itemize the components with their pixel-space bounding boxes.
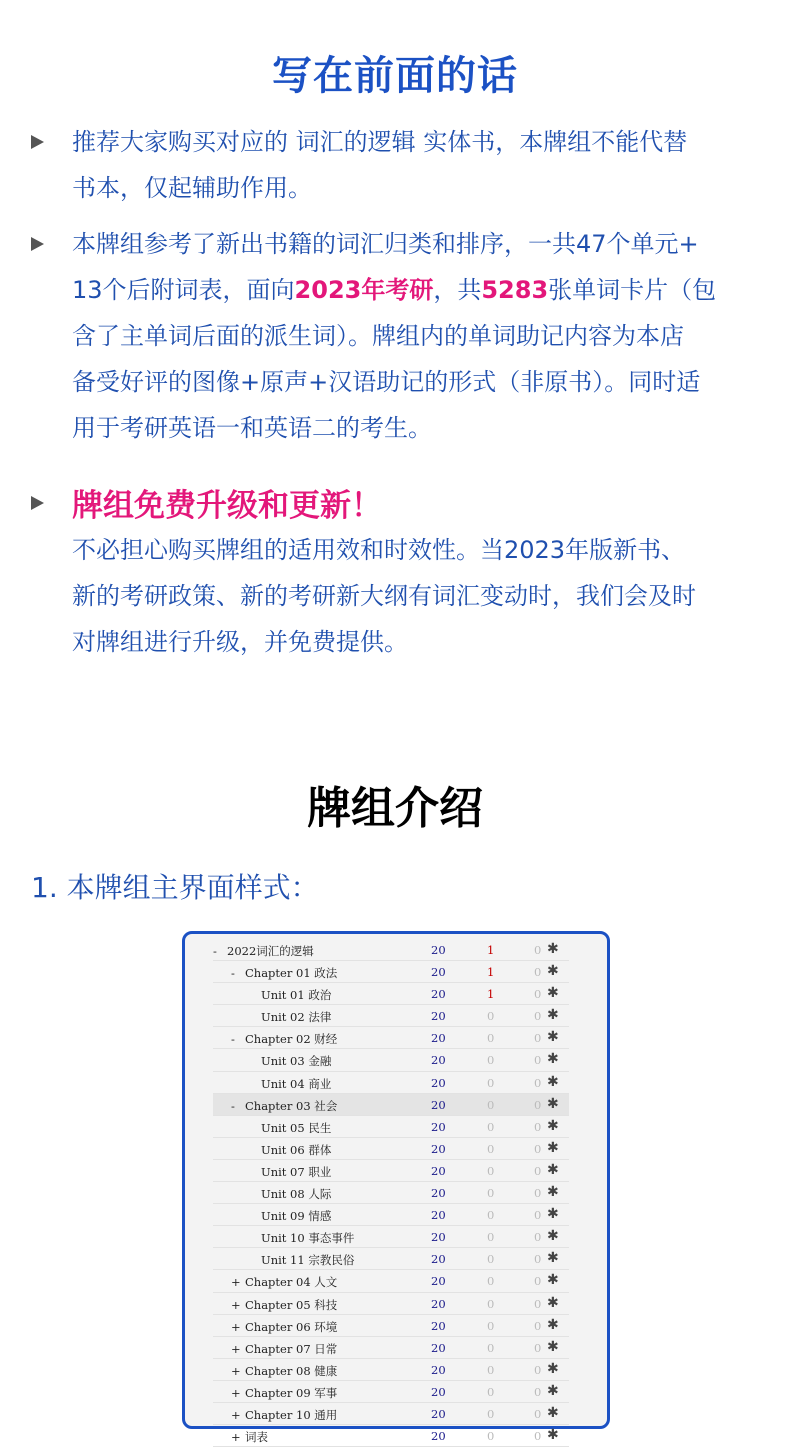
deck-row[interactable] xyxy=(213,1425,569,1447)
expand-toggle[interactable]: + xyxy=(231,1319,241,1334)
bullet-triangle-icon xyxy=(31,496,44,510)
highlight-text: 5283 xyxy=(481,276,549,304)
deck-row[interactable] xyxy=(213,1403,569,1425)
learn-count: 0 xyxy=(487,1031,495,1046)
gear-icon[interactable]: ✱ xyxy=(547,1007,559,1024)
due-count: 0 xyxy=(534,987,542,1002)
deck-name[interactable] xyxy=(261,1230,354,1246)
new-count: 20 xyxy=(431,1053,446,1068)
learn-count: 0 xyxy=(487,1340,495,1355)
deck-name[interactable] xyxy=(231,1319,337,1335)
gear-icon[interactable]: ✱ xyxy=(547,1161,559,1178)
deck-row[interactable] xyxy=(213,961,569,983)
deck-name[interactable] xyxy=(231,1031,337,1047)
paragraph-text: 用于考研英语一和英语二的考生。 xyxy=(72,414,432,442)
bullet-triangle-icon xyxy=(31,237,44,251)
gear-icon[interactable]: ✱ xyxy=(547,1360,559,1377)
deck-name[interactable] xyxy=(261,1053,331,1069)
gear-icon[interactable]: ✱ xyxy=(547,1250,559,1267)
gear-icon[interactable]: ✱ xyxy=(547,1228,559,1245)
paragraph-line xyxy=(72,267,772,313)
paragraph-line xyxy=(72,359,772,405)
deck-row[interactable] xyxy=(213,939,569,961)
deck-row[interactable] xyxy=(213,1138,569,1160)
deck-label: Chapter 01 政法 xyxy=(245,966,338,981)
gear-icon[interactable]: ✱ xyxy=(547,1206,559,1223)
new-count: 20 xyxy=(431,1075,446,1090)
new-count: 20 xyxy=(431,1186,446,1201)
deck-name[interactable] xyxy=(261,1009,331,1025)
deck-label: Unit 01 政治 xyxy=(261,988,332,1003)
due-count: 0 xyxy=(534,1031,542,1046)
deck-row[interactable] xyxy=(213,1359,569,1381)
paragraph-line: 推荐大家购买对应的 词汇的逻辑 实体书，本牌组不能代替 xyxy=(72,128,688,156)
collapse-toggle[interactable]: - xyxy=(231,1098,235,1113)
due-count: 0 xyxy=(534,1230,542,1245)
deck-row[interactable] xyxy=(213,1182,569,1204)
gear-icon[interactable]: ✱ xyxy=(547,1051,559,1068)
gear-icon[interactable]: ✱ xyxy=(547,1029,559,1046)
deck-row[interactable] xyxy=(213,1293,569,1315)
learn-count: 1 xyxy=(487,943,495,957)
paragraph-line: 不必担心购买牌组的适用效和时效性。当2023年版新书、 xyxy=(72,536,686,564)
deck-row[interactable] xyxy=(213,1094,569,1116)
deck-label: Unit 03 金融 xyxy=(261,1054,332,1069)
paragraph-line: 新的考研政策、新的考研新大纲有词汇变动时，我们会及时 xyxy=(72,582,696,610)
deck-label: 2022词汇的逻辑 xyxy=(227,944,314,958)
expand-toggle[interactable]: + xyxy=(231,1407,241,1422)
expand-toggle[interactable]: + xyxy=(231,1297,241,1312)
gear-icon[interactable]: ✱ xyxy=(547,1427,559,1444)
learn-count: 0 xyxy=(487,1362,495,1377)
paragraph-line: 对牌组进行升级，并免费提供。 xyxy=(72,628,408,656)
collapse-toggle[interactable]: - xyxy=(213,944,217,958)
deck-label: Chapter 08 健康 xyxy=(245,1363,338,1378)
new-count: 20 xyxy=(431,1163,446,1178)
deck-name[interactable] xyxy=(231,1385,337,1401)
intro-paragraph-1 xyxy=(72,119,772,211)
deck-name[interactable] xyxy=(261,1208,331,1224)
deck-row[interactable] xyxy=(213,1072,569,1094)
deck-label: Unit 07 职业 xyxy=(261,1164,332,1179)
new-count: 20 xyxy=(431,965,446,980)
new-count: 20 xyxy=(431,1230,446,1245)
deck-name[interactable] xyxy=(261,1120,331,1136)
deck-label: Chapter 02 财经 xyxy=(245,1032,338,1047)
new-count: 20 xyxy=(431,1362,446,1377)
learn-count: 0 xyxy=(487,1318,495,1333)
learn-count: 0 xyxy=(487,1097,495,1112)
deck-label: Chapter 06 环境 xyxy=(245,1319,338,1334)
learn-count: 0 xyxy=(487,1075,495,1090)
section-subtitle: 1. 本牌组主界面样式： xyxy=(31,871,319,904)
deck-row[interactable] xyxy=(213,1315,569,1337)
new-count: 20 xyxy=(431,1340,446,1355)
deck-label: Unit 02 法律 xyxy=(261,1010,332,1025)
new-count: 20 xyxy=(431,987,446,1002)
intro-paragraph-3 xyxy=(72,527,772,665)
gear-icon[interactable]: ✱ xyxy=(547,1139,559,1156)
deck-name[interactable] xyxy=(231,1429,268,1445)
gear-icon[interactable]: ✱ xyxy=(547,1073,559,1090)
deck-name[interactable] xyxy=(261,1142,331,1158)
deck-label: Unit 04 商业 xyxy=(261,1076,332,1091)
due-count: 0 xyxy=(534,1362,542,1377)
expand-toggle[interactable]: + xyxy=(231,1363,241,1378)
new-count: 20 xyxy=(431,1009,446,1024)
new-count: 20 xyxy=(431,1406,446,1421)
gear-icon[interactable]: ✱ xyxy=(547,1095,559,1112)
learn-count: 0 xyxy=(487,1186,495,1201)
deck-label: Chapter 09 军事 xyxy=(245,1385,338,1400)
due-count: 0 xyxy=(534,1097,542,1112)
collapse-toggle[interactable]: - xyxy=(231,1032,235,1047)
due-count: 0 xyxy=(534,943,542,957)
new-count: 20 xyxy=(431,1318,446,1333)
deck-label: Chapter 03 社会 xyxy=(245,1098,338,1113)
learn-count: 0 xyxy=(487,1163,495,1178)
deck-row[interactable] xyxy=(213,1381,569,1403)
gear-icon[interactable]: ✱ xyxy=(547,985,559,1002)
deck-label: Chapter 05 科技 xyxy=(245,1297,338,1312)
learn-count: 0 xyxy=(487,1230,495,1245)
deck-row[interactable] xyxy=(213,983,569,1005)
deck-list-screenshot xyxy=(182,931,610,1445)
learn-count: 1 xyxy=(487,965,495,980)
learn-count: 0 xyxy=(487,1119,495,1134)
deck-label: Unit 05 民生 xyxy=(261,1120,332,1135)
due-count: 0 xyxy=(534,1075,542,1090)
due-count: 0 xyxy=(534,1340,542,1355)
deck-row[interactable] xyxy=(213,1204,569,1226)
deck-row[interactable] xyxy=(213,1226,569,1248)
new-count: 20 xyxy=(431,1031,446,1046)
due-count: 0 xyxy=(534,1296,542,1311)
deck-row[interactable] xyxy=(213,1005,569,1027)
paragraph-text: 张单词卡片（包 xyxy=(548,276,717,304)
paragraph-text: 13个后附词表，面向 xyxy=(72,276,295,304)
deck-label: Unit 11 宗教民俗 xyxy=(261,1253,355,1268)
deck-label: Unit 09 情感 xyxy=(261,1209,332,1224)
deck-name[interactable] xyxy=(231,965,337,981)
new-count: 20 xyxy=(431,1097,446,1112)
paragraph-line xyxy=(72,221,772,267)
due-count: 0 xyxy=(534,1208,542,1223)
gear-icon[interactable]: ✱ xyxy=(547,1117,559,1134)
deck-list xyxy=(213,939,569,1447)
deck-row[interactable] xyxy=(213,1160,569,1182)
gear-icon[interactable]: ✱ xyxy=(547,1316,559,1333)
paragraph-line: 书本，仅起辅助作用。 xyxy=(72,174,312,202)
gear-icon[interactable]: ✱ xyxy=(547,1184,559,1201)
page-title: 写在前面的话 xyxy=(272,53,518,99)
deck-label: 词表 xyxy=(245,1430,268,1445)
due-count: 0 xyxy=(534,1318,542,1333)
deck-row[interactable] xyxy=(213,1027,569,1049)
deck-name[interactable] xyxy=(231,1341,337,1357)
deck-name[interactable] xyxy=(261,1186,331,1202)
deck-name[interactable] xyxy=(261,1076,331,1092)
expand-toggle[interactable]: + xyxy=(231,1430,241,1445)
deck-row[interactable] xyxy=(213,1049,569,1071)
deck-name[interactable] xyxy=(231,1363,337,1379)
paragraph-text: ，共 xyxy=(433,276,482,304)
upgrade-heading: 牌组免费升级和更新！ xyxy=(72,488,382,524)
learn-count: 0 xyxy=(487,1406,495,1421)
expand-toggle[interactable]: + xyxy=(231,1275,241,1290)
gear-icon[interactable]: ✱ xyxy=(547,1338,559,1355)
highlight-text: 2023年考研 xyxy=(294,276,434,304)
deck-name[interactable] xyxy=(261,1164,331,1180)
due-count: 0 xyxy=(534,1274,542,1289)
deck-label: Chapter 10 通用 xyxy=(245,1407,338,1422)
deck-name[interactable] xyxy=(231,1407,337,1423)
gear-icon[interactable]: ✱ xyxy=(547,1404,559,1421)
learn-count: 0 xyxy=(487,1274,495,1289)
deck-name[interactable] xyxy=(231,1098,337,1114)
deck-row[interactable] xyxy=(213,1270,569,1292)
due-count: 0 xyxy=(534,1406,542,1421)
due-count: 0 xyxy=(534,1163,542,1178)
new-count: 20 xyxy=(431,1429,446,1444)
gear-icon[interactable]: ✱ xyxy=(547,1382,559,1399)
deck-label: Unit 08 人际 xyxy=(261,1187,332,1202)
intro-paragraph-2 xyxy=(72,221,772,451)
new-count: 20 xyxy=(431,1208,446,1223)
due-count: 0 xyxy=(534,1252,542,1267)
learn-count: 0 xyxy=(487,1252,495,1267)
new-count: 20 xyxy=(431,1274,446,1289)
expand-toggle[interactable]: + xyxy=(231,1341,241,1356)
new-count: 20 xyxy=(431,943,446,957)
expand-toggle[interactable]: + xyxy=(231,1385,241,1400)
due-count: 0 xyxy=(534,1384,542,1399)
deck-label: Chapter 07 日常 xyxy=(245,1341,338,1356)
deck-name[interactable] xyxy=(261,987,331,1003)
new-count: 20 xyxy=(431,1384,446,1399)
deck-label: Unit 10 事态事件 xyxy=(261,1231,355,1246)
due-count: 0 xyxy=(534,965,542,980)
deck-row[interactable] xyxy=(213,1116,569,1138)
deck-name[interactable] xyxy=(213,943,314,959)
learn-count: 0 xyxy=(487,1208,495,1223)
bullet-triangle-icon xyxy=(31,135,44,149)
gear-icon[interactable]: ✱ xyxy=(547,1272,559,1289)
learn-count: 0 xyxy=(487,1296,495,1311)
due-count: 0 xyxy=(534,1009,542,1024)
paragraph-line xyxy=(72,405,772,451)
paragraph-text: 含了主单词后面的派生词）。牌组内的单词助记内容为本店 xyxy=(72,322,684,350)
deck-name[interactable] xyxy=(231,1297,337,1313)
deck-row[interactable] xyxy=(213,1248,569,1270)
section-title: 牌组介绍 xyxy=(307,783,483,834)
new-count: 20 xyxy=(431,1296,446,1311)
learn-count: 0 xyxy=(487,1141,495,1156)
gear-icon[interactable]: ✱ xyxy=(547,941,559,957)
deck-name[interactable] xyxy=(231,1274,337,1290)
due-count: 0 xyxy=(534,1429,542,1444)
deck-name[interactable] xyxy=(261,1252,354,1268)
due-count: 0 xyxy=(534,1141,542,1156)
new-count: 20 xyxy=(431,1252,446,1267)
learn-count: 0 xyxy=(487,1384,495,1399)
collapse-toggle[interactable]: - xyxy=(231,966,235,981)
due-count: 0 xyxy=(534,1119,542,1134)
new-count: 20 xyxy=(431,1141,446,1156)
deck-row[interactable] xyxy=(213,1337,569,1359)
learn-count: 0 xyxy=(487,1053,495,1068)
deck-label: Chapter 04 人文 xyxy=(245,1275,338,1290)
due-count: 0 xyxy=(534,1053,542,1068)
paragraph-text: 本牌组参考了新出书籍的词汇归类和排序，一共47个单元+ xyxy=(72,230,699,258)
gear-icon[interactable]: ✱ xyxy=(547,963,559,980)
learn-count: 1 xyxy=(487,987,495,1002)
paragraph-text: 备受好评的图像+原声+汉语助记的形式（非原书）。同时适 xyxy=(72,368,701,396)
gear-icon[interactable]: ✱ xyxy=(547,1294,559,1311)
learn-count: 0 xyxy=(487,1429,495,1444)
learn-count: 0 xyxy=(487,1009,495,1024)
paragraph-line xyxy=(72,313,772,359)
deck-label: Unit 06 群体 xyxy=(261,1142,332,1157)
new-count: 20 xyxy=(431,1119,446,1134)
due-count: 0 xyxy=(534,1186,542,1201)
